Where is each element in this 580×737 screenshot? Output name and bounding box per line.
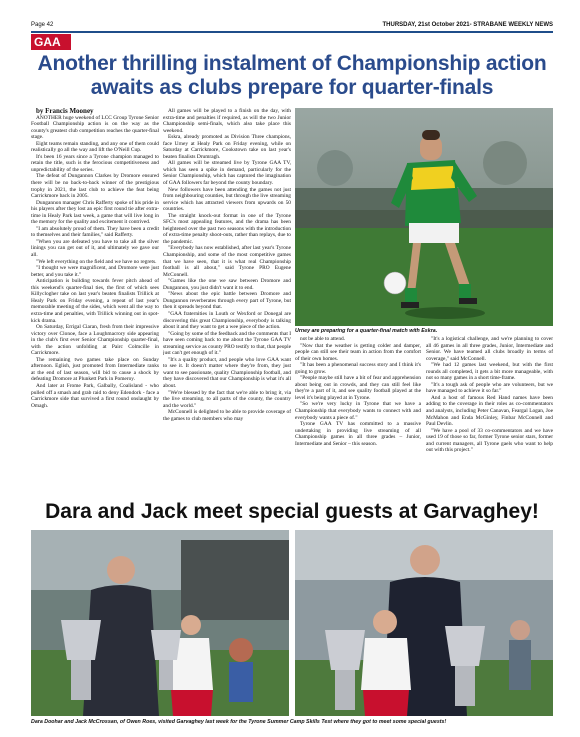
page-header (31, 22, 553, 31)
article-paragraph: McConnell is delighted to be able to provide coverage of the games to club members who may (163, 409, 291, 422)
dateline: THURSDAY, 21st October 2021- STRABANE WEEKLY NEWS (382, 22, 553, 28)
header-rule (31, 31, 553, 33)
article-paragraph: "It's a tough ask of people who are volunteers, but we have managed to achieve it so far." (426, 381, 553, 395)
article-paragraph: "We left everything on the field and we have no regrets. (36, 258, 157, 265)
article-paragraph: Eskra, already promoted as Division Three champions, face Urney at Healy Park on Friday evening, while on Saturday at Carrickmore, Cookstown take on last year's beaten finalists Drumragh. (163, 134, 291, 160)
garvaghey-photo-left (31, 530, 289, 716)
article-paragraph: "I am absolutely proud of them. They have been a credit to themselves and their families," said Rafferty. (31, 225, 159, 239)
article-paragraph: It's been 16 years since a Tyrone champion managed to retain the title, such is the ferocious competitiveness and unpredictability of the series. (31, 153, 159, 173)
photo-caption: Urney are preparing for a quarter-final match with Eskra. (295, 328, 438, 334)
article-paragraph: "People maybe still have a bit of fear and apprehension about being out in crowds, and they can still feel like they're a part of it, and see quality football played at the level it's being played at in Tyrone. (295, 375, 421, 401)
article-paragraph: "We're blessed by the fact that we're able to bring it, via the live streaming, to all parts of the county, the country and the world." (163, 389, 291, 409)
article-paragraph: "News about the epic battle between Dromore and Dungannon reverberates through every part of Tyrone, but then it spreads beyond that. (163, 291, 291, 311)
article-column-3 (295, 336, 421, 486)
article-paragraph: All games will be played to a finish on the day, with extra-time and penalties if required, as will the two Junior Championship semi-finals, which also take place this weekend. (163, 108, 291, 134)
article-paragraph: "Now that the weather is getting colder and damper, people can still see their team in action from the comfort of their own homes. (295, 342, 421, 362)
article-paragraph: The defeat of Dungannon Clarkes by Dromore ensured there will be no back-to-back winner of the prestigious trophy in 2021, the last club to achieve the feat being Carrickmore back in 2005. (31, 173, 159, 200)
garvaghey-photo-right (295, 530, 553, 716)
article-paragraph: Tyrone GAA TV has committed to a massive undertaking in providing live streaming of all Championship games in all three grades – Junior, Intermediate and Senior – this season. (295, 421, 421, 447)
article-column-4 (426, 336, 553, 486)
article-paragraph: "Going by some of the feedback and the comments that I have seen coming back to me about the Tyrone GAA TV streaming service as county PRO testify to that, that people just can't get enough of it." (163, 330, 291, 357)
article-paragraph: And later at Frome Park, Galbally, Coalisland - who pulled off a smash and grab raid to deny Edendork - face a Carrickmore side that survived a first round onslaught by Omagh. (31, 382, 159, 409)
article-paragraph: "We have a pool of 33 co-commentators and we have used 19 of those so far, former Tyrone senior stars, former and current managers, all Tyrone gaels who want to help out with this project." (426, 427, 553, 454)
article-paragraph: "We had 12 games last weekend, but with the first rounds all completed, it gets a bit more manageable, with not so many games in a short time-frame. (426, 362, 553, 382)
article-paragraph: The straight knock-out format in one of the Tyrone SFC's most appealing features, and the drama has been heightened over the past two seasons with the introduction of extra-time penalty shoot-outs, rather than replays, due to the pandemic. (163, 212, 291, 245)
visitor-photo-left-image (31, 530, 289, 716)
article-paragraph: Dungannon manager Chris Rafferty spoke of his pride in his players after they lost an epic first round tie after extra-time in Healy Park last week, a game that will live long in the memory for the quality and excitement it contrived. (31, 199, 159, 226)
football-photo (295, 108, 553, 326)
article-paragraph: "Everybody has now established, after last year's Tyrone Championship, and some of the most competitive games that we have seen, that it is what real Championship football is all about," said Tyrone PRO Eugene McConnell. (163, 245, 291, 278)
article-paragraph: ANOTHER huge weekend of LCC Group Tyrone Senior Football Championship action is on the way as the county's greatest club competition reaches the quarter-final stage. (31, 114, 159, 141)
article-paragraph: "I thought we were magnificent, and Dromore were just better, and you take it." (31, 265, 159, 278)
article-column-1 (31, 108, 159, 486)
article-paragraph: "Games like the one we saw between Dromore and Dungannon, you just didn't want it to end. (163, 278, 291, 291)
article-column-2 (163, 108, 291, 486)
article-paragraph: On Saturday, Errigal Ciaran, fresh from their impressive victory over Clonoe, face a Loughmacrory side appearing in the club's first ever Senior Championship quarter-final, with the action unfolding at Pairc Colmcille in Carrickmore. (31, 324, 159, 357)
article-paragraph: "It has been a phenomenal success story and I think it's going to grow. (295, 362, 421, 375)
bottom-photo-caption: Dara Doohar and Jack McCrossan, of Owen Roes, visited Garvaghey last week for the Tyrone Summer Camp Skills Test where they got to meet some special guests! (31, 719, 447, 725)
article-paragraph: "It's a quality product, and people who love GAA want to see it. It doesn't matter where they're from, they just want to see passionate, quality Championship football, and they have discovered that our Championship is what it's all about. (163, 356, 291, 389)
article-paragraph: And a host of famous Red Hand names have been adding to the coverage in their roles as co-commentators and analysts, including Peter Canavan, Feargal Logan, Joe McMahon and Enda McGinley, Finbar McConnell and Paul Devlin. (426, 394, 553, 428)
article-paragraph: "So we're very lucky in Tyrone that we have a Championship that everybody wants to connect with and everybody wants a piece of." (295, 401, 421, 421)
article-paragraph: All games will be streamed live by Tyrone GAA TV, which has seen a spike in demand, particularly for the Senior Championship, which has captured the imagination of GAA followers far beyond the county boundary. (163, 160, 291, 187)
article-paragraph: "It's a logistical challenge, and we're planning to cover all 46 games in all three grades, Junior, Intermediate and Senior. We have teamed all clubs broadly in terms of coverage," said McConnell. (426, 336, 553, 362)
article-paragraph: Eight teams remain standing, and any one of them could realistically go all the way and lift the O'Neill Cup. (31, 140, 159, 154)
section-label: GAA (31, 34, 71, 50)
football-player-image (295, 108, 553, 326)
article-paragraph: New followers have been attending the games not just from neighbouring counties, but through the live streaming service which has attracted viewers from upwards on 50 countries. (163, 186, 291, 213)
article-paragraph: "When you are defeated you have to take all the silver linings you can get out of it, and ultimately we gave our all. (31, 238, 159, 259)
article-paragraph: "GAA fraternities in Louth or Wexford or Donegal are discovering this great Championship, everybody is talking about it and they want to get a wee piece of the action. (163, 310, 291, 331)
page-number: Page 42 (31, 22, 54, 28)
article-paragraph: not be able to attend. (300, 336, 346, 342)
secondary-headline: Dara and Jack meet special guests at Garvaghey! (45, 500, 539, 523)
headline: Another thrilling instalment of Championship action awaits as clubs prepare for quarter-finals (37, 52, 547, 99)
article-paragraph: Anticipation is building towards fever pitch ahead of this weekend's quarter-final ties, the first of which sees Killyclogher take on last year's beaten finalists Trillick at Healy Park on Friday evening, a repeat of last year's memorable meeting of the sides, which went all the way to extra-time and penalties, with Trillick winning out in spot-kick drama. (31, 278, 159, 324)
article-paragraph: The remaining two games take place on Sunday afternoon. Eglish, just promoted from Intermediate ranks at the end of last season, will bid to cause a shock by defeating Dromore at Plunkett Park in Pomeroy. (31, 356, 159, 383)
visitor-photo-right-image (295, 530, 553, 716)
byline: by Francis Mooney (36, 108, 94, 115)
